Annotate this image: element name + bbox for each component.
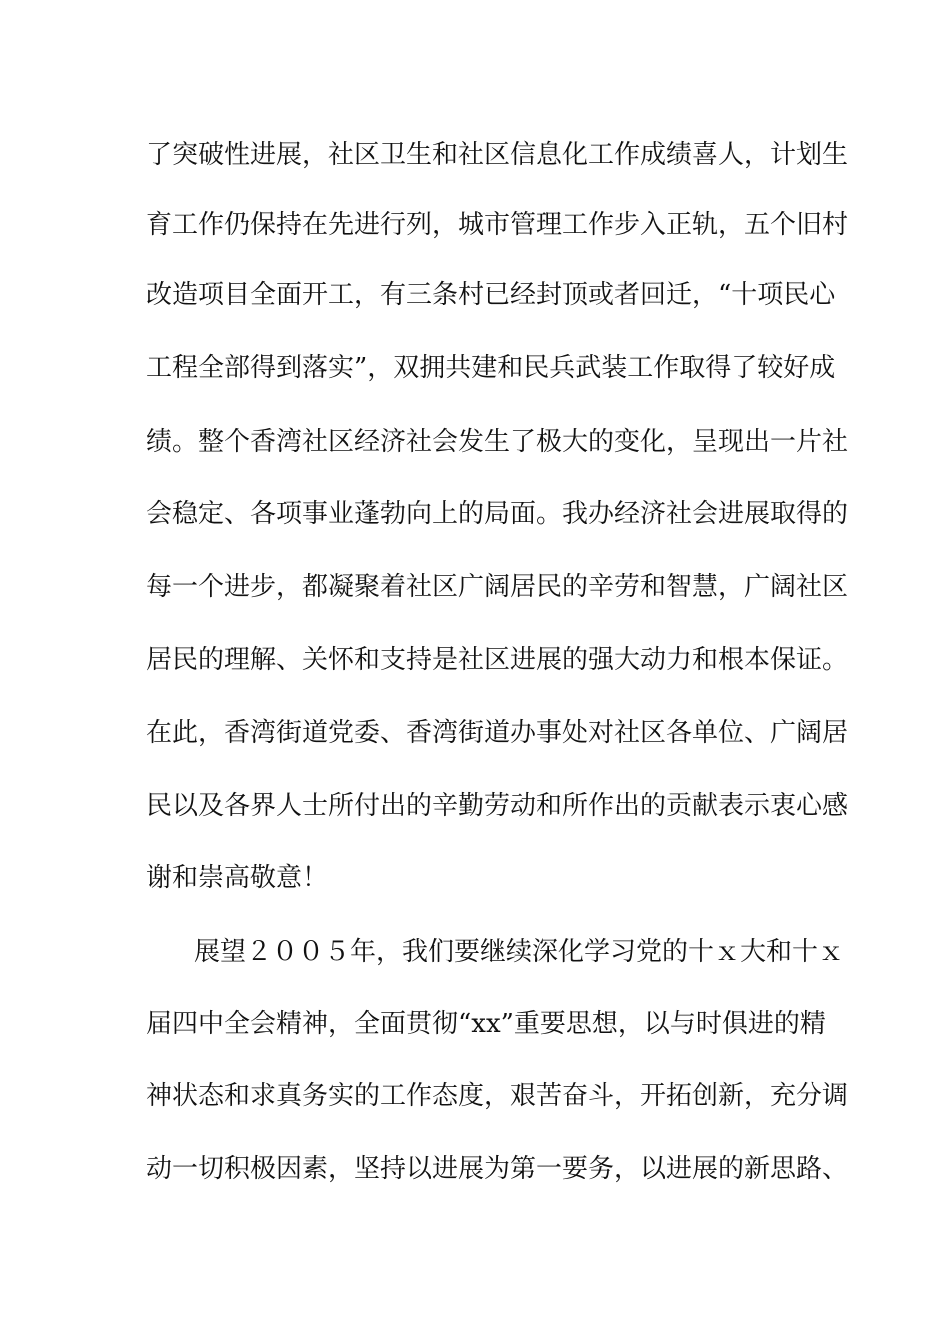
text-line: 届四中全会精神，全面贯彻“xx”重要思想，以与时俱进的精	[146, 1009, 826, 1039]
text-line: 工程全部得到落实”，双拥共建和民兵武装工作取得了较好成	[146, 353, 836, 383]
text-line: 绩。整个香湾社区经济社会发生了极大的变化，呈现出一片社	[146, 427, 849, 457]
text-line: 神状态和求真务实的工作态度，艰苦奋斗，开拓创新，充分调	[146, 1081, 849, 1111]
text-line: 动一切积极因素，坚持以进展为第一要务，以进展的新思路、	[146, 1154, 849, 1184]
text-line: 居民的理解、关怀和支持是社区进展的强大动力和根本保证。	[146, 645, 849, 675]
text-line: 民以及各界人士所付出的辛勤劳动和所作出的贡献表示衷心感	[146, 791, 849, 821]
text-line: 每一个进步，都凝聚着社区广阔居民的辛劳和智慧，广阔社区	[146, 572, 849, 602]
text-line: 在此，香湾街道党委、香湾街道办事处对社区各单位、广阔居	[146, 718, 849, 748]
text-line: 会稳定、各项事业蓬勃向上的局面。我办经济社会进展取得的	[146, 499, 849, 529]
text-line: 育工作仍保持在先进行列，城市管理工作步入正轨，五个旧村	[146, 210, 849, 240]
text-line: 改造项目全面开工，有三条村已经封顶或者回迁，“十项民心	[146, 280, 836, 310]
paragraph-first-line: 展望２００５年，我们要继续深化学习党的十ｘ大和十ｘ	[194, 937, 845, 967]
text-line: 谢和崇高敬意！	[146, 863, 329, 893]
text-line: 了突破性进展，社区卫生和社区信息化工作成绩喜人，计划生	[146, 140, 849, 170]
